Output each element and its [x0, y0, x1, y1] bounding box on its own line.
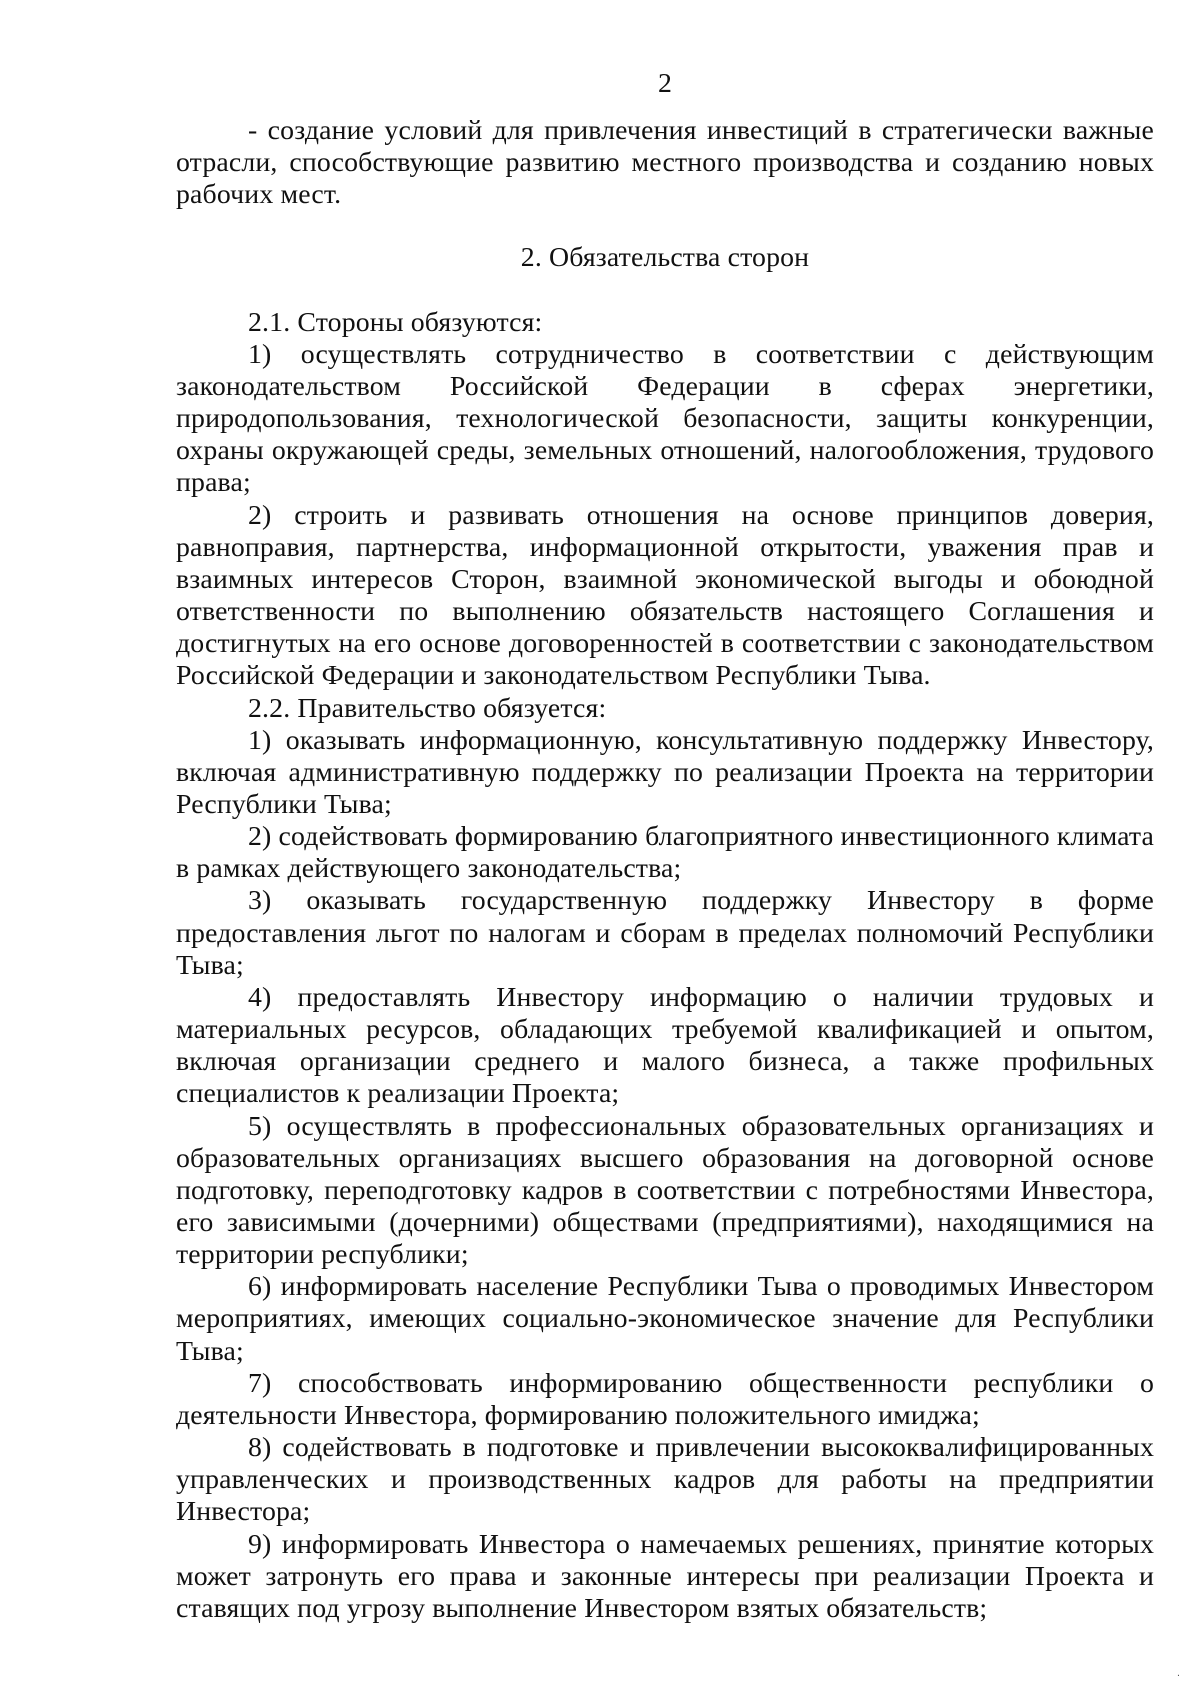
clause-2-2-item-3: 3) оказывать государственную поддержку Инвестору в форме предоставления льгот по налогам и сборам в пределах полномочий Республики Тыва; — [176, 885, 1154, 981]
clause-2-1-item-1: 1) осуществлять сотрудничество в соответствии с действующим законодательством Российской Федерации в сферах энергетики, природопользования, технологической безопасности, защиты конкуренции, охраны окружающей среды, земельных отношений, налогообложения, трудового права; — [176, 338, 1154, 499]
scan-mark: · — [1176, 1671, 1180, 1682]
clause-2-2-item-5: 5) осуществлять в профессиональных образовательных организациях и образовательных организациях высшего образования на договорной основе подготовку, переподготовку кадров в соответствии с потребностями Инвестора, его зависимыми (дочерними) обществами (предприятиями), находящимися на территории республики; — [176, 1110, 1154, 1271]
page-number: 2 — [657, 68, 673, 99]
clause-2-2-item-1: 1) оказывать информационную, консультативную поддержку Инвестору, включая административную поддержку по реализации Проекта на территории Республики Тыва; — [176, 724, 1154, 820]
clause-2-2-item-7: 7) способствовать информированию общественности республики о деятельности Инвестора, формированию положительного имиджа; — [176, 1367, 1154, 1431]
clause-2-1 — [176, 307, 1154, 693]
clause-2-2-item-2: 2) содействовать формированию благоприятного инвестиционного климата в рамках действующего законодательства; — [176, 821, 1155, 885]
clause-2-2-item-8: 8) содействовать в подготовке и привлечении высококвалифицированных управленческих и производственных кадров для работы на предприятии Инвестора; — [176, 1432, 1154, 1528]
clause-2-2-item-9: 9) информировать Инвестора о намечаемых решениях, принятие которых может затронуть его права и законные интересы при реализации Проекта и ставящих под угрозу выполнение Инвестором взятых обязательств; — [176, 1528, 1154, 1624]
intro-paragraph: - создание условий для привлечения инвестиций в стратегически важные отрасли, способствующие развитию местного производства и созданию новых рабочих мест. — [176, 115, 1154, 211]
document-body — [176, 115, 1154, 1625]
clause-2-2 — [176, 693, 1154, 1626]
clause-2-1-item-2: 2) строить и развивать отношения на основе принципов доверия, равноправия, партнерства, информационной открытости, уважения прав и взаимных интересов Сторон, взаимной экономической выгоды и обоюдной ответственности по выполнению обязательств настоящего Соглашения и достигнутых на его основе договоренностей в соответствии с законодательством Российской Федерации и законодательством Республики Тыва. — [176, 499, 1154, 692]
clause-2-2-item-4: 4) предоставлять Инвестору информацию о наличии трудовых и материальных ресурсов, обладающих требуемой квалификацией и опытом, включая организации среднего и малого бизнеса, а также профильных специалистов к реализации Проекта; — [176, 981, 1154, 1110]
clause-2-1-title: 2.1. Стороны обязуются: — [248, 306, 543, 338]
document-page — [176, 0, 1154, 1697]
section-heading: 2. Обязательства сторон — [520, 242, 810, 274]
clause-2-2-title: 2.2. Правительство обязуется: — [248, 692, 607, 724]
clause-2-2-item-6: 6) информировать население Республики Тыва о проводимых Инвестором мероприятиях, имеющих социально-экономическое значение для Республики Тыва; — [176, 1271, 1154, 1367]
